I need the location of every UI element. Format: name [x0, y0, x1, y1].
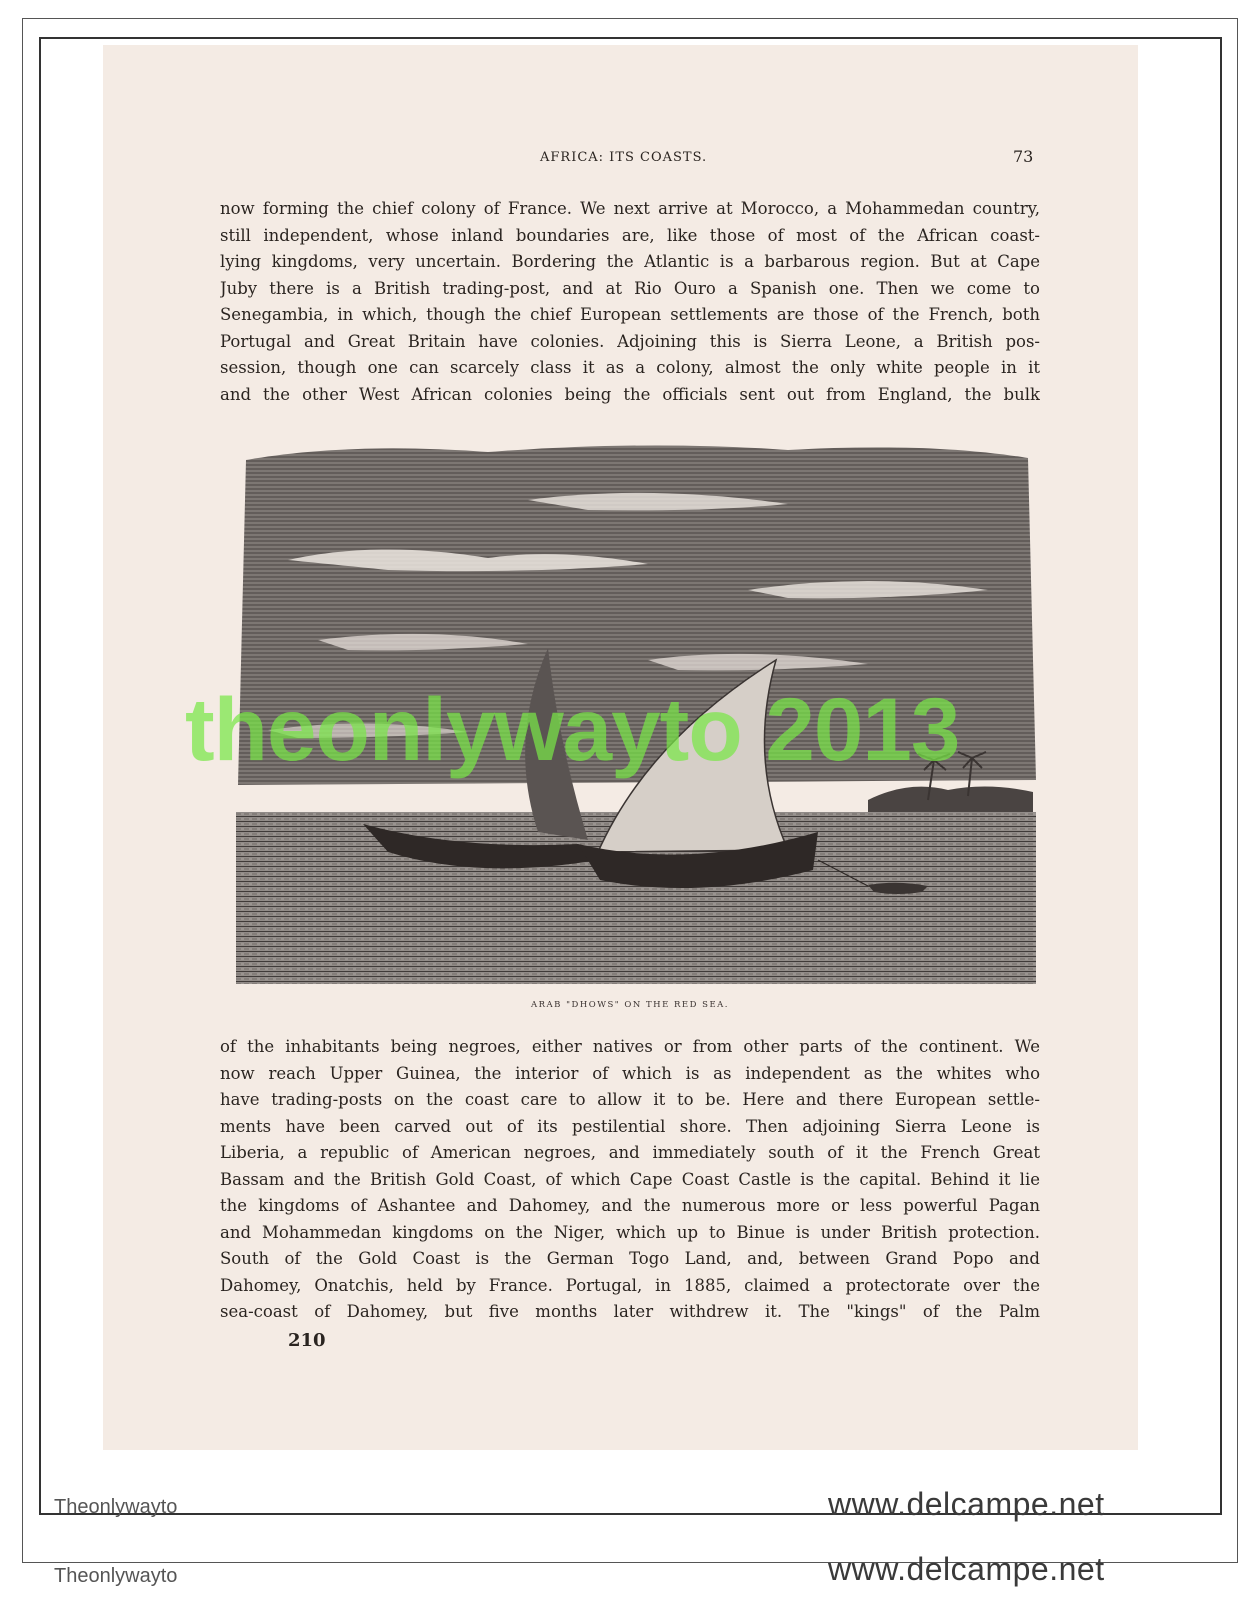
site-url[interactable]: www.delcampe.net: [828, 1551, 1105, 1587]
watermark: theonlywayto 2013: [185, 679, 960, 779]
text-line: Juby there is a British trading-post, and at Rio Ouro a Spanish one. Then we come to: [220, 278, 1040, 298]
paragraph-bottom: [220, 1034, 1040, 1326]
text-line: now forming the chief colony of France. We next arrive at Morocco, a Mohammedan country,: [220, 199, 1040, 218]
paragraph-top: [220, 196, 1040, 408]
text-line: South of the Gold Coast is the German Togo Land, and, between Grand Popo and: [220, 1249, 1040, 1268]
text-line: of the inhabitants being negroes, either natives or from other parts of the continent. We: [220, 1037, 1040, 1056]
text-line: Portugal and Great Britain have colonies. Adjoining this is Sierra Leone, a British pos-: [220, 331, 1040, 351]
running-head: AFRICA: ITS COASTS.: [540, 150, 708, 165]
text-line: and Mohammedan kingdoms on the Niger, which up to Binue is under British protection.: [220, 1222, 1040, 1242]
text-line: and the other West African colonies being the officials sent out from England, the bulk: [220, 384, 1040, 404]
site-url[interactable]: www.delcampe.net: [828, 1486, 1105, 1522]
text-line: Senegambia, in which, though the chief European settlements are those of the French, both: [220, 305, 1040, 324]
page-number-bottom: 210: [288, 1330, 326, 1351]
text-line: Bassam and the British Gold Coast, of which Cape Coast Castle is the capital. Behind it lie: [220, 1169, 1040, 1189]
text-line: have trading-posts on the coast care to allow it to be. Here and there European settle-: [220, 1090, 1040, 1109]
text-line: session, though one can scarcely class it as a colony, almost the only white people in it: [220, 358, 1040, 377]
distant-shore: [868, 786, 1033, 812]
text-line: now reach Upper Guinea, the interior of which is as independent as the whites who: [220, 1063, 1040, 1083]
text-line: Dahomey, Onatchis, held by France. Portugal, in 1885, claimed a protectorate over the: [220, 1275, 1040, 1295]
text-line: Liberia, a republic of American negroes, and immediately south of it the French Great: [220, 1143, 1040, 1162]
text-line: ments have been carved out of its pestilential shore. Then adjoining Sierra Leone is: [220, 1116, 1040, 1136]
illustration-caption: ARAB "DHOWS" ON THE RED SEA.: [531, 1000, 729, 1010]
text-line: the kingdoms of Ashantee and Dahomey, and the numerous more or less powerful Pagan: [220, 1196, 1040, 1215]
seller-name: Theonlywayto: [54, 1565, 178, 1587]
text-line: still independent, whose inland boundaries are, like those of most of the African coast-: [220, 225, 1040, 245]
seller-name: Theonlywayto: [54, 1496, 178, 1518]
text-line: lying kingdoms, very uncertain. Bordering the Atlantic is a barbarous region. But at Cape: [220, 252, 1040, 271]
text-line: sea-coast of Dahomey, but five months later withdrew it. The "kings" of the Palm: [220, 1302, 1040, 1321]
page-number-top: 73: [1013, 147, 1034, 166]
